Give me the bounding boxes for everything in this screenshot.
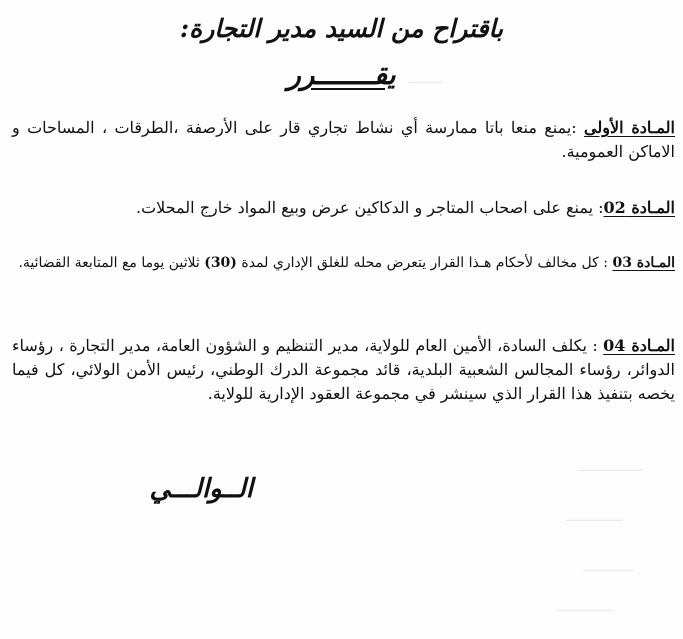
bleed-through-mark: ـــــــــــــــ <box>555 600 613 615</box>
article-label: المـادة الأولى <box>584 118 676 137</box>
article-text: يكلف السادة، الأمين العام للولاية، مدير التنظيم و الشؤون العامة، مدير التجارة ، رؤساء الدوائر، رؤساء المجالس الشعبية البلدية، قائد مجموعة الدرك الوطني، رئيس الأمن الولائي، كل فيما يخصه بتنفيذ هذا القرار الذي سينشر في مجموعة العقود الإدارية للولاية. <box>12 336 675 403</box>
article-3 <box>12 252 675 274</box>
article-number: (30) <box>204 255 237 271</box>
bleed-through-mark: ـــــــــــــــــ <box>578 460 643 475</box>
article-separator: : <box>586 336 604 355</box>
article-label: المـادة 04 <box>603 336 675 355</box>
document-heading: باقتراح من السيد مدير التجارة: <box>179 14 504 43</box>
article-text: كل مخالف لأحكام هـذا القرار يتعرض محله للغلق الإداري لمدة <box>236 255 599 271</box>
article-text: يمنع على اصحاب المتاجر و الدكاكين عرض وبيع المواد خارج المحلات. <box>136 198 594 217</box>
article-separator: : <box>598 255 613 271</box>
article-label: المـادة 03 <box>612 255 675 271</box>
article-4 <box>12 334 675 406</box>
article-text: ثلاثين يوما مع المتابعة القضائية. <box>18 255 205 271</box>
bleed-through-mark: ـــــــــــــ <box>583 560 633 575</box>
bleed-through-mark: ـــــــــ <box>408 72 443 87</box>
bleed-through-mark: ـــــــــــــــ <box>565 510 623 525</box>
decides-title: يقـــــــرر <box>287 58 396 91</box>
article-label: المـادة 02 <box>603 198 675 217</box>
article-2 <box>12 196 675 220</box>
signature-governor: الــوالـــي <box>149 474 253 504</box>
article-text: يمنع منعا باتا ممارسة أي نشاط تجاري قار على الأرصفة ،الطرقات ، المساحات و الاماكن العمومية. <box>12 118 675 161</box>
article-separator: : <box>571 118 585 137</box>
article-separator: : <box>593 198 604 217</box>
article-1 <box>12 116 675 164</box>
